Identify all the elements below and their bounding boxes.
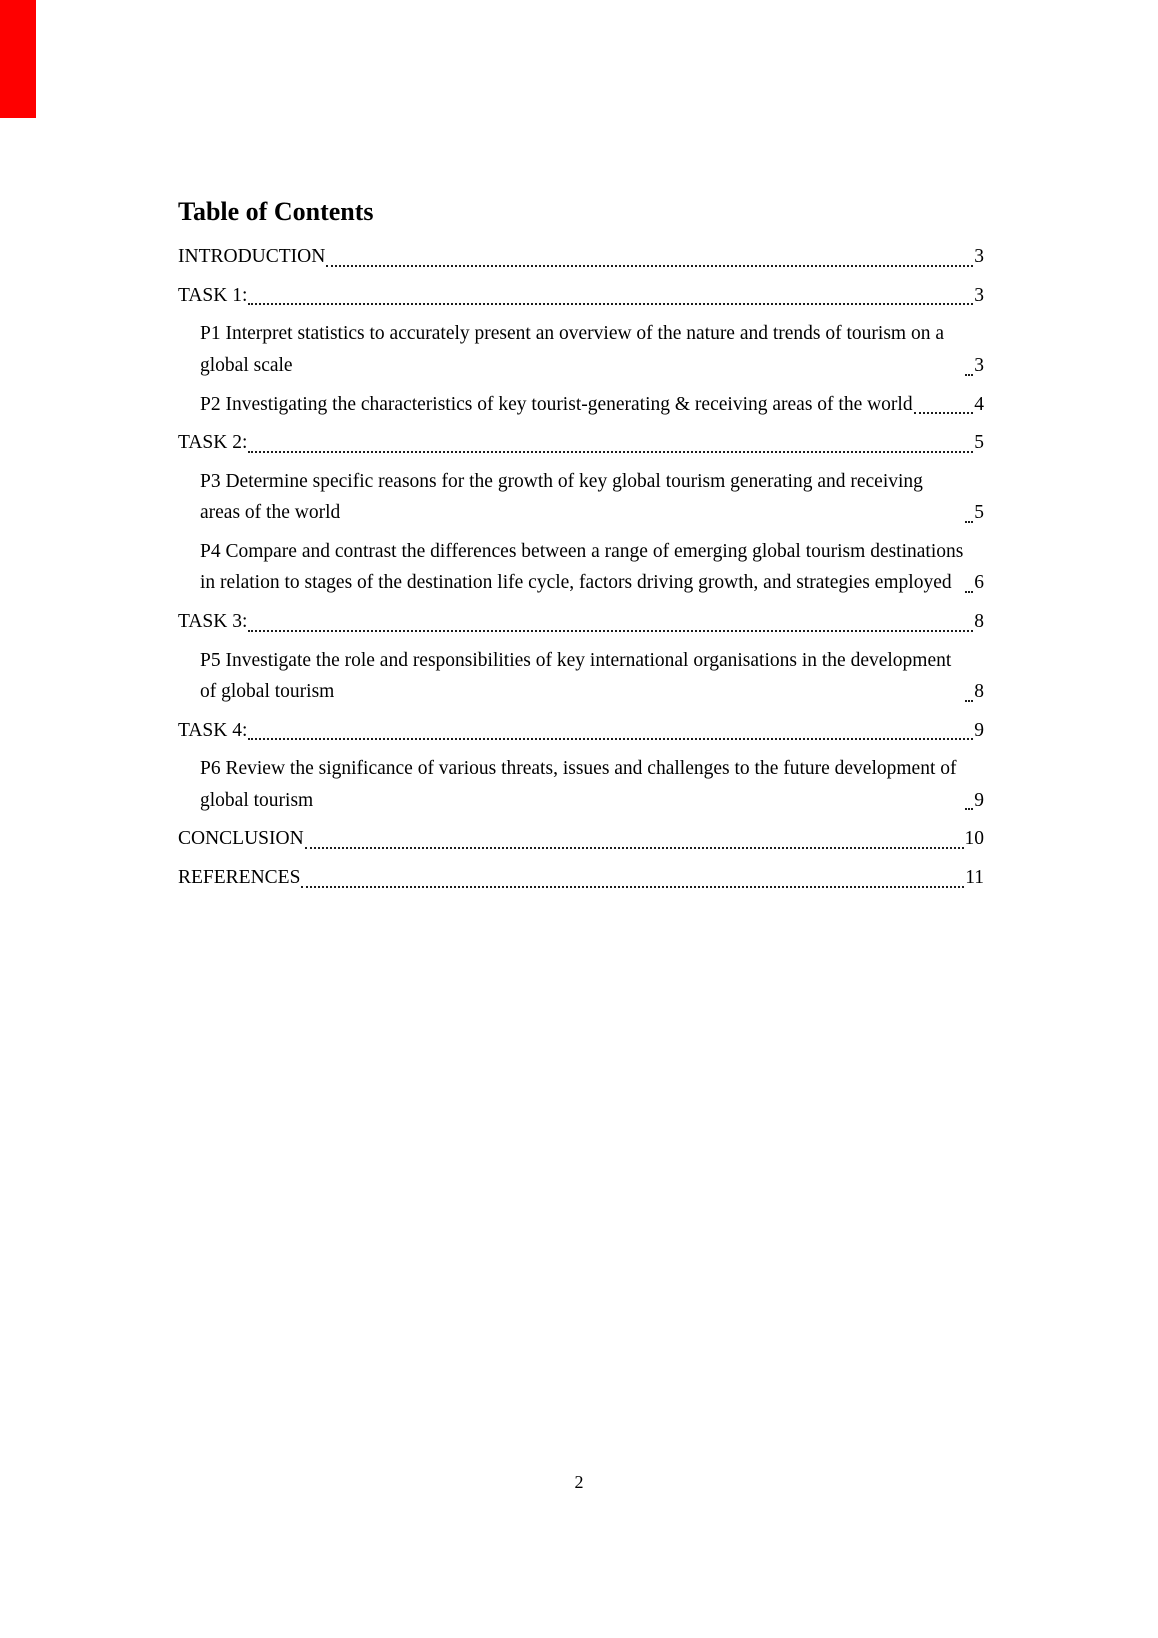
toc-entry[interactable]	[178, 241, 984, 273]
toc-entry-page-number: 3	[974, 354, 984, 376]
document-content	[178, 196, 984, 901]
toc-dot-leader	[965, 374, 973, 376]
toc-dot-leader	[301, 886, 964, 888]
toc-entry-label: TASK 4:	[178, 719, 248, 741]
toc-dot-leader	[965, 700, 973, 702]
toc-dot-leader	[914, 412, 974, 414]
toc-dot-leader	[248, 738, 973, 740]
toc-entry-page-number: 3	[974, 246, 984, 268]
toc-entry[interactable]	[178, 389, 984, 421]
toc-entry-label: INTRODUCTION	[178, 246, 326, 268]
toc-entry[interactable]	[178, 280, 984, 312]
toc-entry-page-number: 8	[974, 610, 984, 632]
toc-entry-label: TASK 3:	[178, 610, 248, 632]
toc-entry-page-number: 11	[965, 867, 984, 889]
toc-dot-leader	[965, 808, 973, 810]
toc-entry-label: P5 Investigate the role and responsibilities of key international organisations in the development of global tourism	[200, 649, 952, 703]
toc-entry[interactable]	[178, 427, 984, 459]
toc-entry-page-number: 6	[974, 572, 984, 594]
toc-entry[interactable]	[178, 715, 984, 747]
toc-dot-leader	[305, 847, 964, 849]
toc-entry[interactable]	[178, 823, 984, 855]
toc-dot-leader	[326, 265, 973, 267]
toc-entry-label: CONCLUSION	[178, 828, 304, 850]
toc-entry-label: P3 Determine specific reasons for the growth of key global tourism generating and receiving areas of the world	[200, 470, 923, 524]
toc-entry-page-number: 4	[974, 393, 984, 415]
toc-entry[interactable]	[178, 862, 984, 894]
toc-entry-page-number: 10	[964, 828, 984, 850]
toc-entry[interactable]	[178, 318, 984, 381]
toc-entry-page-number: 3	[974, 284, 984, 306]
toc-dot-leader	[248, 451, 973, 453]
toc-dot-leader	[965, 521, 973, 523]
toc-entry[interactable]	[178, 753, 984, 816]
toc-entry-page-number: 9	[974, 789, 984, 811]
toc-dot-leader	[965, 591, 973, 593]
toc-entry[interactable]	[178, 536, 984, 599]
toc-dot-leader	[248, 630, 973, 632]
page-number: 2	[574, 1472, 584, 1492]
toc-entry-page-number: 5	[974, 432, 984, 454]
toc-dot-leader	[248, 303, 973, 305]
table-of-contents	[178, 241, 984, 893]
toc-entry-label: P4 Compare and contrast the differences between a range of emerging global tourism destinations in relation to stages of the destination life cycle, factors driving growth, and strategies employed	[200, 540, 964, 594]
toc-entry-label: P2 Investigating the characteristics of key tourist-generating & receiving areas of the world	[200, 393, 913, 415]
toc-entry-page-number: 8	[974, 681, 984, 703]
toc-entry-label: TASK 2:	[178, 432, 248, 454]
toc-title: Table of Contents	[178, 197, 374, 226]
toc-entry[interactable]	[178, 606, 984, 638]
toc-entry-label: P1 Interpret statistics to accurately present an overview of the nature and trends of tourism on a global scale	[200, 323, 945, 376]
toc-entry[interactable]	[178, 466, 984, 529]
toc-entry-page-number: 9	[974, 719, 984, 741]
toc-entry-label: TASK 1:	[178, 284, 248, 306]
toc-entry-label: P6 Review the significance of various threats, issues and challenges to the future development of global tourism	[200, 758, 957, 811]
toc-entry-page-number: 5	[974, 502, 984, 524]
toc-entry-label: REFERENCES	[178, 867, 301, 889]
toc-entry[interactable]	[178, 645, 984, 708]
red-bookmark-marker	[0, 0, 36, 118]
